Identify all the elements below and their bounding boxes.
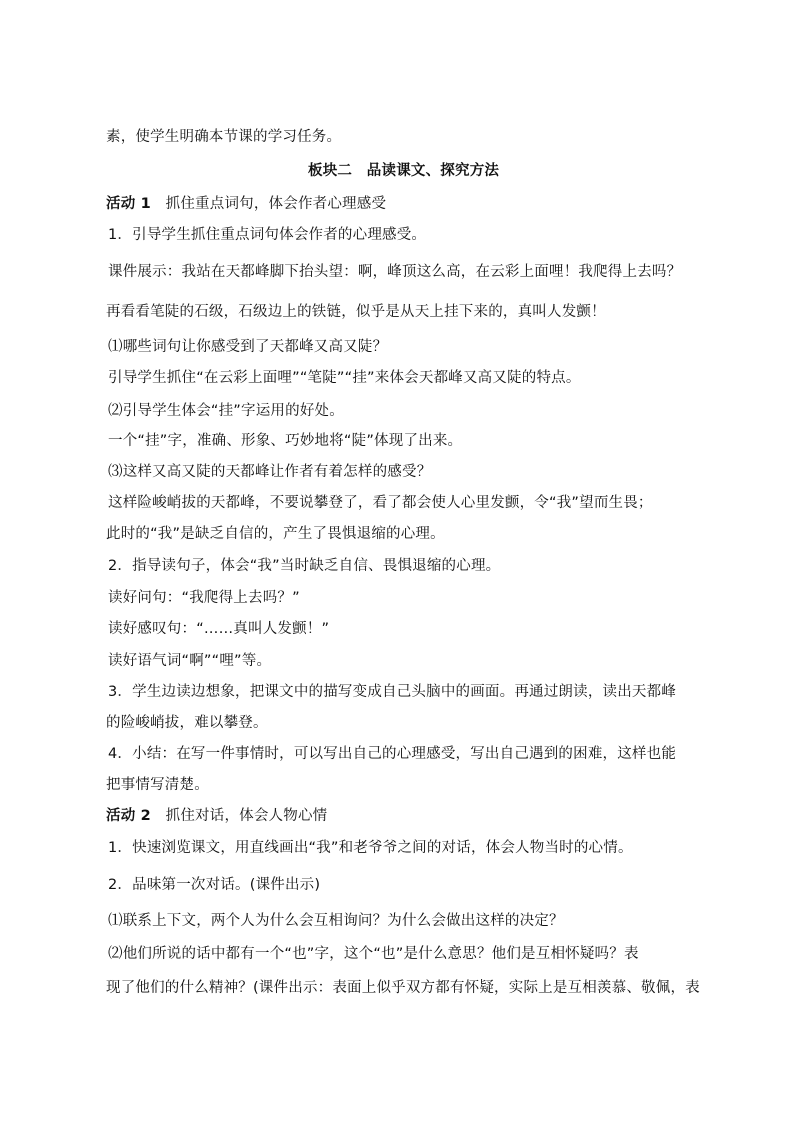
paragraph-line: ⑵引导学生体会“挂”字运用的好处。 [108, 403, 344, 419]
paragraph-line: 把事情写清楚。 [106, 777, 209, 793]
paragraph-line: 1．快速浏览课文，用直线画出“我”和老爷爷之间的对话，体会人物当时的心情。 [108, 840, 633, 856]
paragraph-line: 2．品味第一次对话。(课件出示) [108, 877, 321, 893]
paragraph-line: 读好问句：“我爬得上去吗？” [108, 590, 300, 606]
paragraph-line: 现了他们的什么精神？(课件出示：表面上似乎双方都有怀疑，实际上是互相羡慕、敬佩，表 [106, 980, 700, 996]
activity-title: 抓住对话，体会人物心情 [165, 808, 328, 824]
paragraph-line: ⑵他们所说的话中都有一个“也”字，这个“也”是什么意思？他们是互相怀疑吗？表 [108, 946, 639, 962]
paragraph-line: 的险峻峭拔，难以攀登。 [106, 715, 268, 731]
paragraph-line: ⑴联系上下文，两个人为什么会互相询问？为什么会做出这样的决定？ [108, 913, 564, 929]
activity-label: 活动 2 [106, 808, 151, 824]
activity-2-heading [106, 806, 327, 826]
paragraph-line: 一个“挂”字，准确、形象、巧妙地将“陡”体现了出来。 [108, 433, 463, 449]
paragraph-line: 2．指导读句子，体会“我”当时缺乏自信、畏惧退缩的心理。 [108, 558, 501, 574]
paragraph-line: 3．学生边读边想象，把课文中的描写变成自己头脑中的画面。再通过朗读，读出天都峰 [108, 684, 677, 700]
paragraph-line: 引导学生抓住“在云彩上面哩”“笔陡”“挂”来体会天都峰又高又陡的特点。 [108, 370, 581, 386]
paragraph-line: 素，使学生明确本节课的学习任务。 [106, 129, 342, 145]
activity-label: 活动 1 [106, 196, 151, 212]
paragraph-line: 4．小结：在写一件事情时，可以写出自己的心理感受，写出自己遇到的困难，这样也能 [108, 746, 677, 762]
paragraph-line: 这样险峻峭拔的天都峰，不要说攀登了，看了都会使人心里发颤，令“我”望而生畏； [108, 495, 653, 511]
section-heading: 板块二 品读课文、探究方法 [308, 163, 500, 179]
activity-title: 抓住重点词句，体会作者心理感受 [165, 196, 387, 212]
paragraph-line: ⑶这样又高又陡的天都峰让作者有着怎样的感受？ [108, 464, 432, 480]
paragraph-line: ⑴哪些词句让你感受到了天都峰又高又陡？ [108, 339, 388, 355]
paragraph-line: 再看看笔陡的石级，石级边上的铁链，似乎是从天上挂下来的，真叫人发颤！ [106, 304, 606, 320]
paragraph-line: 读好语气词“啊”“哩”等。 [108, 653, 272, 669]
paragraph-line: 此时的“我”是缺乏自信的，产生了畏惧退缩的心理。 [106, 526, 445, 542]
activity-1-heading [106, 194, 386, 214]
paragraph-line: 读好感叹句：“……真叫人发颤！” [108, 621, 330, 637]
paragraph-line: 1．引导学生抓住重点词句体会作者的心理感受。 [108, 227, 427, 243]
paragraph-line: 课件展示：我站在天都峰脚下抬头望：啊，峰顶这么高，在云彩上面哩！我爬得上去吗？ [108, 264, 682, 280]
